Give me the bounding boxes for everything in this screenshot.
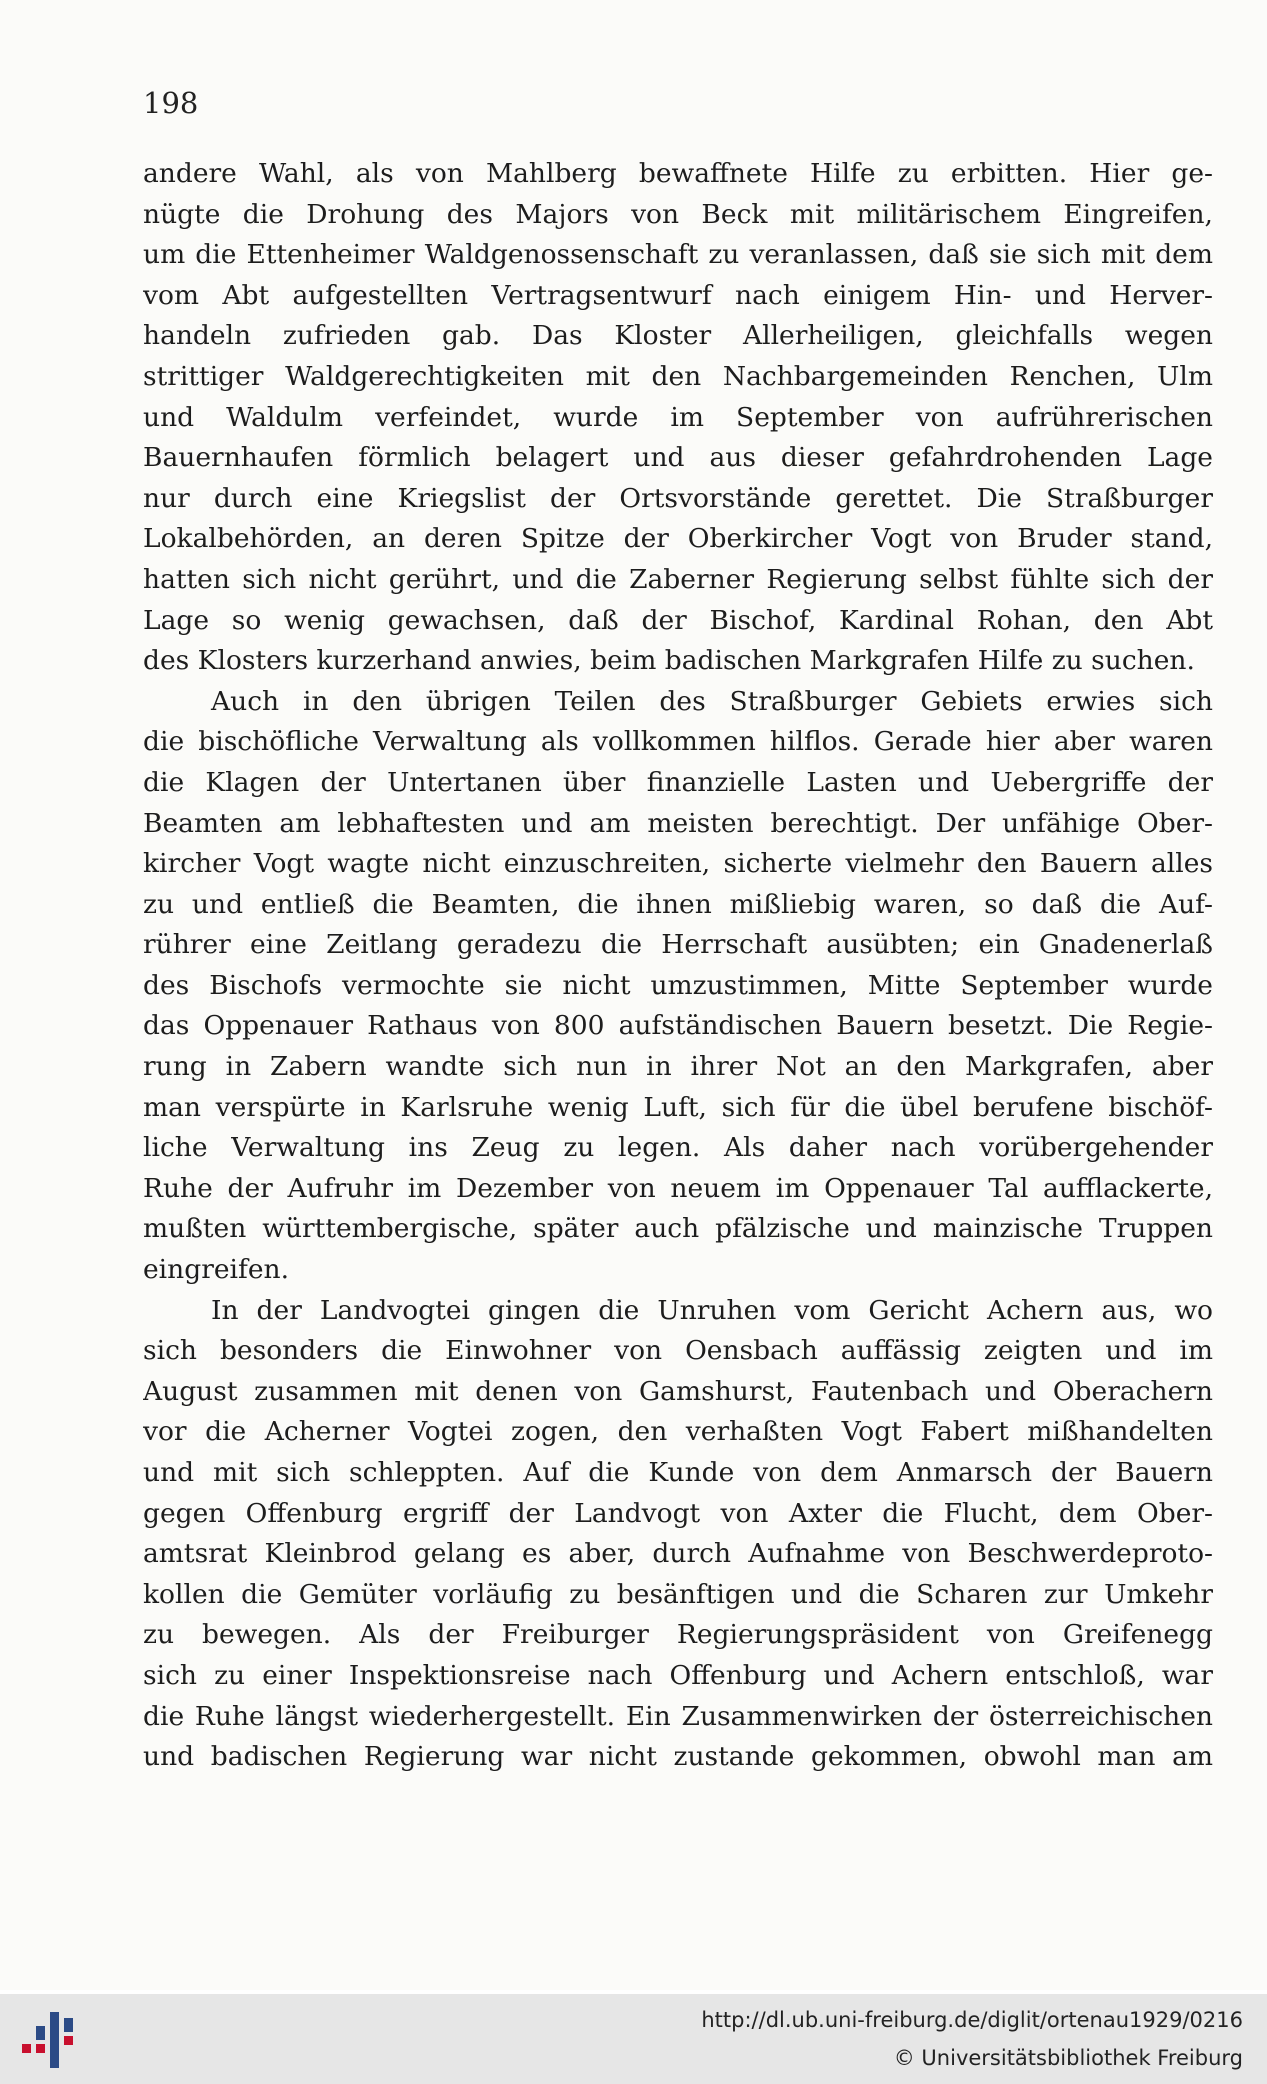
text-line: des Bischofs vermochte sie nicht umzustimmen, Mitte September wurde [143,969,1213,1001]
text-line: und badischen Regierung war nicht zustande gekommen, obwohl man am [143,1741,1213,1773]
text-line: In der Landvogtei gingen die Unruhen vom Gericht Achern aus, wo [211,1294,1213,1326]
text-line: nügte die Drohung des Majors von Beck mit militärischem Eingreifen, [143,198,1213,230]
text-line: August zusammen mit denen von Gamshurst, Fautenbach und Oberachern [143,1375,1213,1407]
text-line: liche Verwaltung ins Zeug zu legen. Als daher nach vorübergehender [143,1132,1213,1164]
text-line: mußten württembergische, später auch pfälzische und mainzische Truppen [143,1213,1213,1245]
text-line: Lage so wenig gewachsen, daß der Bischof, Kardinal Rohan, den Abt [143,604,1213,636]
text-line: kircher Vogt wagte nicht einzuschreiten, sicherte vielmehr den Bauern alles [143,848,1213,880]
text-line: Beamten am lebhaftesten und am meisten berechtigt. Der unfähige Ober- [143,807,1213,839]
text-line: die bischöfliche Verwaltung als vollkommen hilflos. Gerade hier aber waren [143,726,1213,758]
page-number: 198 [143,86,199,120]
text-line: nur durch eine Kriegslist der Ortsvorstände gerettet. Die Straßburger [143,482,1213,514]
text-line: amtsrat Kleinbrod gelang es aber, durch Aufnahme von Beschwerdeproto- [143,1538,1213,1570]
copyright-notice: © Universitätsbibliothek Freiburg [893,2046,1243,2070]
text-line: um die Ettenheimer Waldgenossenschaft zu veranlassen, daß sie sich mit dem [143,239,1213,271]
text-line: Lokalbehörden, an deren Spitze der Oberkircher Vogt von Bruder stand, [143,523,1213,555]
text-line: und Waldulm verfeindet, wurde im September von aufrührerischen [143,401,1213,433]
text-line: eingreifen. [143,1254,289,1286]
text-line: rung in Zabern wandte sich nun in ihrer Not an den Markgrafen, aber [143,1051,1213,1083]
source-url[interactable]: http://dl.ub.uni-freiburg.de/diglit/ortenau1929/0216 [701,2008,1243,2032]
text-line: Ruhe der Aufruhr im Dezember von neuem im Oppenauer Tal aufflackerte, [143,1172,1213,1204]
text-line: hatten sich nicht gerührt, und die Zaberner Regierung selbst fühlte sich der [143,563,1213,595]
text-line: strittiger Waldgerechtigkeiten mit den Nachbargemeinden Renchen, Ulm [143,360,1213,392]
text-line: sich zu einer Inspektionsreise nach Offenburg und Achern entschloß, war [143,1659,1213,1691]
text-line: die Klagen der Untertanen über finanzielle Lasten und Uebergriffe der [143,766,1213,798]
text-line: Auch in den übrigen Teilen des Straßburger Gebiets erwies sich [211,685,1213,717]
viewer-footer [0,1994,1267,2084]
text-line: Bauernhaufen förmlich belagert und aus dieser gefahrdrohenden Lage [143,442,1213,474]
text-line: das Oppenauer Rathaus von 800 aufständischen Bauern besetzt. Die Regie- [143,1010,1213,1042]
text-line: die Ruhe längst wiederhergestellt. Ein Zusammenwirken der österreichischen [143,1700,1213,1732]
text-line: des Klosters kurzerhand anwies, beim badischen Markgrafen Hilfe zu suchen. [143,645,1195,677]
text-line: andere Wahl, als von Mahlberg bewaffnete Hilfe zu erbitten. Hier ge- [143,158,1213,189]
text-line: kollen die Gemüter vorläufig zu besänftigen und die Scharen zur Umkehr [143,1578,1213,1610]
text-line: zu und entließ die Beamten, die ihnen mißliebig waren, so daß die Auf- [143,888,1213,920]
text-line: zu bewegen. Als der Freiburger Regierungspräsident von Greifenegg [143,1619,1213,1651]
text-line: handeln zufrieden gab. Das Kloster Allerheiligen, gleichfalls wegen [143,320,1213,352]
text-line: man verspürte in Karlsruhe wenig Luft, sich für die übel berufene bischöf- [143,1091,1213,1123]
body-text [143,154,1213,1778]
text-line: und mit sich schleppten. Auf die Kunde von dem Anmarsch der Bauern [143,1457,1213,1488]
text-line: sich besonders die Einwohner von Oensbach auffässig zeigten und im [143,1335,1213,1367]
text-line: rührer eine Zeitlang geradezu die Herrschaft ausübten; ein Gnadenerlaß [143,929,1213,961]
ub-freiburg-logo-icon[interactable] [16,2004,86,2076]
text-line: vor die Acherner Vogtei zogen, den verhaßten Vogt Fabert mißhandelten [143,1416,1213,1448]
text-line: vom Abt aufgestellten Vertragsentwurf nach einigem Hin- und Herver- [143,279,1213,311]
text-line: gegen Offenburg ergriff der Landvogt von Axter die Flucht, dem Ober- [143,1497,1213,1529]
